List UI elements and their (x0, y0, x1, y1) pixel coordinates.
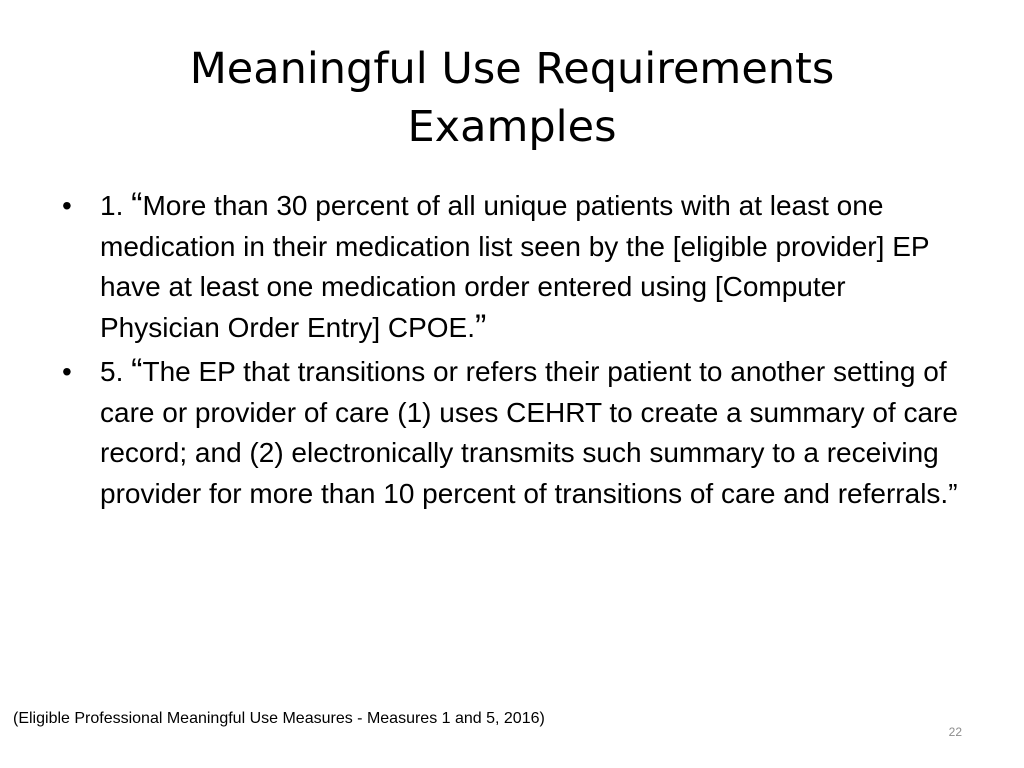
bullet-list (62, 186, 962, 518)
bullet-text: The EP that transitions or refers their patient to another setting of care or provider of care (1) uses CEHRT to create a summary of care record; and (2) electronically transmits such summary to a receiving provider for more than 10 percent of transitions of care and referrals.” (100, 356, 958, 509)
citation: (Eligible Professional Meaningful Use Measures - Measures 1 and 5, 2016) (13, 710, 545, 727)
bullet-item-1 (62, 186, 962, 348)
slide-title-line-2: Examples (407, 102, 617, 152)
bullet-number: 5. (100, 356, 124, 387)
bullet-number: 1. (100, 190, 124, 221)
bullet-marker: • (62, 190, 72, 221)
bullet-text: More than 30 percent of all unique patients with at least one medication in their medication list seen by the [eligible provider] EP have at least one medication order entered using [Computer Physician Order Entry] CPOE. (100, 190, 930, 343)
slide-title-line-1: Meaningful Use Requirements (189, 44, 835, 94)
bullet-marker: • (62, 356, 72, 387)
open-quote: “ (131, 186, 143, 224)
page-number: 22 (948, 725, 962, 739)
bullet-item-2 (62, 352, 962, 514)
slide-title (0, 40, 1024, 156)
open-quote: “ (131, 352, 143, 390)
close-quote: ” (475, 307, 487, 346)
